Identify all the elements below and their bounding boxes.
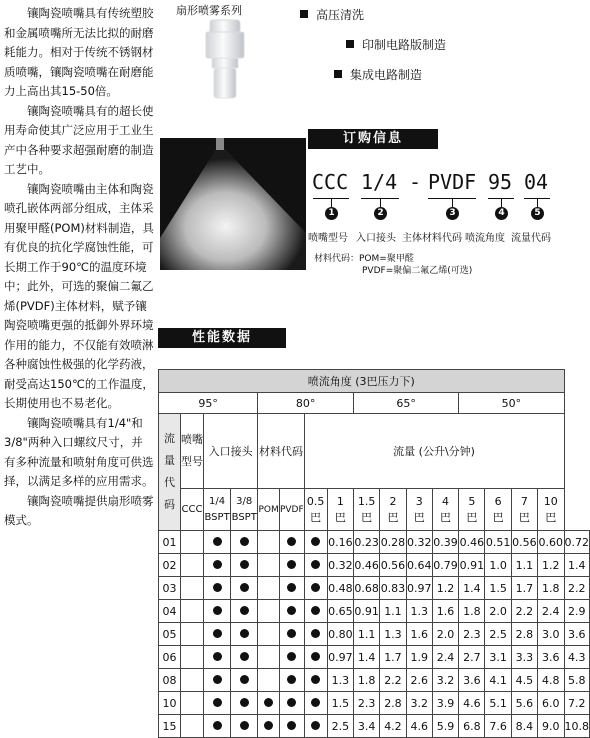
number-badge: 2 xyxy=(374,207,387,220)
availability-cell xyxy=(258,531,280,554)
bullet-square-icon xyxy=(334,70,342,78)
model-cell xyxy=(180,554,203,577)
available-dot-icon xyxy=(287,652,296,661)
flow-value-cell: 1.4 xyxy=(354,646,380,669)
flow-value-cell: 0.16 xyxy=(327,531,353,554)
flow-value-cell: 1.6 xyxy=(406,623,432,646)
flow-value-cell: 3.1 xyxy=(485,646,511,669)
flow-code-cell: 05 xyxy=(159,623,181,646)
flow-value-cell: 2.4 xyxy=(538,600,564,623)
model-cell xyxy=(180,577,203,600)
available-dot-icon xyxy=(240,721,249,730)
availability-cell xyxy=(204,669,231,692)
spray-angle-header: 喷流角度 (3巴压力下) xyxy=(159,370,565,393)
table-row xyxy=(159,554,590,577)
model-cell xyxy=(180,623,203,646)
availability-cell xyxy=(304,531,327,554)
material-header: 材料代码 xyxy=(258,414,304,489)
flow-value-cell: 0.72 xyxy=(564,531,590,554)
availability-cell xyxy=(204,623,231,646)
available-dot-icon xyxy=(287,721,296,730)
label-angle: 喷流角度 xyxy=(465,233,505,244)
flow-value-cell: 3.6 xyxy=(538,646,564,669)
flow-value-cell: 2.2 xyxy=(564,577,590,600)
leader-line xyxy=(537,199,538,207)
pressure-header: 10 巴 xyxy=(538,489,564,531)
available-dot-icon xyxy=(240,583,249,592)
flow-code-cell: 15 xyxy=(159,715,181,738)
availability-cell xyxy=(231,554,258,577)
available-dot-icon xyxy=(240,560,249,569)
availability-cell xyxy=(258,577,280,600)
pressure-header: 6 巴 xyxy=(485,489,511,531)
flow-value-cell: 1.5 xyxy=(485,577,511,600)
pressure-header: 1.5 巴 xyxy=(354,489,380,531)
availability-cell xyxy=(304,669,327,692)
table-row xyxy=(159,600,590,623)
flow-value-cell: 1.2 xyxy=(432,577,458,600)
available-dot-icon xyxy=(213,583,222,592)
bullet-square-icon xyxy=(300,10,308,18)
flow-value-cell: 0.28 xyxy=(380,531,406,554)
flow-value-cell: 0.56 xyxy=(380,554,406,577)
flow-value-cell: 1.8 xyxy=(538,577,564,600)
flow-value-cell: 1.8 xyxy=(354,669,380,692)
performance-rows xyxy=(159,531,590,738)
flow-value-cell: 4.8 xyxy=(538,669,564,692)
table-row xyxy=(159,646,590,669)
availability-cell xyxy=(258,669,280,692)
flow-value-cell: 3.2 xyxy=(432,669,458,692)
flow-value-cell: 4.6 xyxy=(459,692,485,715)
performance-table xyxy=(158,369,590,738)
code-inlet: 1/4 xyxy=(361,170,398,194)
flow-code-cell: 03 xyxy=(159,577,181,600)
pressure-header: 1 巴 xyxy=(327,489,353,531)
available-dot-icon xyxy=(213,652,222,661)
flow-value-cell: 1.6 xyxy=(432,600,458,623)
available-dot-icon xyxy=(311,721,320,730)
flow-value-cell: 2.0 xyxy=(432,623,458,646)
inlet-header: 入口接头 xyxy=(204,414,258,489)
nozzle-caption: 扇形喷雾系列 xyxy=(176,4,242,17)
application-item: 集成电路制造 xyxy=(334,66,422,83)
pressure-header: 7 巴 xyxy=(511,489,537,531)
available-dot-icon xyxy=(264,698,273,707)
flow-value-cell: 6.0 xyxy=(538,692,564,715)
availability-cell xyxy=(304,600,327,623)
flow-value-cell: 6.8 xyxy=(459,715,485,738)
availability-cell xyxy=(231,715,258,738)
available-dot-icon xyxy=(311,675,320,684)
flow-value-cell: 4.3 xyxy=(564,646,590,669)
flow-value-cell: 1.7 xyxy=(511,577,537,600)
label-model: 喷嘴型号 xyxy=(308,233,348,244)
flow-value-cell: 7.6 xyxy=(485,715,511,738)
available-dot-icon xyxy=(311,698,320,707)
availability-cell xyxy=(204,715,231,738)
material-note: PVDF=聚偏二氟乙烯(可选) xyxy=(362,266,473,276)
available-dot-icon xyxy=(311,652,320,661)
availability-cell xyxy=(304,577,327,600)
flow-value-cell: 1.9 xyxy=(406,646,432,669)
model-cell xyxy=(180,600,203,623)
availability-cell xyxy=(279,623,304,646)
flow-value-cell: 3.3 xyxy=(511,646,537,669)
availability-cell xyxy=(304,692,327,715)
available-dot-icon xyxy=(213,560,222,569)
flow-value-cell: 4.6 xyxy=(406,715,432,738)
flow-value-cell: 2.5 xyxy=(485,623,511,646)
table-row xyxy=(159,715,590,738)
model-cell xyxy=(180,692,203,715)
flow-value-cell: 1.2 xyxy=(538,554,564,577)
table-row xyxy=(159,531,590,554)
angle-95: 95° xyxy=(159,393,258,414)
available-dot-icon xyxy=(213,629,222,638)
paragraph-1: 镶陶瓷喷嘴具有传统塑胶和金属喷嘴所无法比拟的耐磨耗能力。相对于传统不锈钢材质喷嘴，镶陶瓷喷嘴在耐磨能力上高出其15-50倍。 xyxy=(4,6,154,98)
availability-cell xyxy=(231,646,258,669)
flow-code-cell: 08 xyxy=(159,669,181,692)
availability-cell xyxy=(279,600,304,623)
flow-value-cell: 2.2 xyxy=(511,600,537,623)
flow-value-cell: 5.6 xyxy=(511,692,537,715)
code-material: PVDF xyxy=(428,170,477,194)
flow-value-cell: 1.8 xyxy=(459,600,485,623)
leader-line xyxy=(331,199,332,207)
bullet-square-icon xyxy=(346,40,354,48)
availability-cell xyxy=(204,600,231,623)
pressure-header: 0.5 巴 xyxy=(304,489,327,531)
flow-value-cell: 2.3 xyxy=(354,692,380,715)
flow-value-cell: 1.3 xyxy=(406,600,432,623)
material-note: 材料代码：POM=聚甲醛 xyxy=(314,254,414,264)
material-pom: POM xyxy=(258,489,280,531)
model-cell xyxy=(180,669,203,692)
flow-value-cell: 1.3 xyxy=(380,623,406,646)
flow-value-cell: 1.4 xyxy=(459,577,485,600)
available-dot-icon xyxy=(311,537,320,546)
available-dot-icon xyxy=(287,560,296,569)
model-cell xyxy=(180,646,203,669)
flow-value-cell: 3.6 xyxy=(459,669,485,692)
pressure-header: 3 巴 xyxy=(406,489,432,531)
flow-value-cell: 1.4 xyxy=(564,554,590,577)
available-dot-icon xyxy=(213,606,222,615)
flow-value-cell: 4.5 xyxy=(511,669,537,692)
availability-cell xyxy=(304,715,327,738)
flow-value-cell: 0.23 xyxy=(354,531,380,554)
availability-cell xyxy=(258,600,280,623)
availability-cell xyxy=(258,554,280,577)
flow-value-cell: 1.7 xyxy=(380,646,406,669)
flow-code-cell: 01 xyxy=(159,531,181,554)
availability-cell xyxy=(279,646,304,669)
availability-cell xyxy=(231,623,258,646)
flow-value-cell: 1.1 xyxy=(380,600,406,623)
leader-line xyxy=(501,199,502,207)
available-dot-icon xyxy=(240,675,249,684)
flow-value-cell: 3.4 xyxy=(354,715,380,738)
number-badge: 3 xyxy=(446,207,459,220)
flow-value-cell: 2.7 xyxy=(459,646,485,669)
inlet-three-eighth: 3/8 BSPT xyxy=(231,489,258,531)
availability-cell xyxy=(279,692,304,715)
availability-cell xyxy=(231,600,258,623)
code-flow: 04 xyxy=(524,170,549,194)
flow-value-cell: 5.1 xyxy=(485,692,511,715)
flow-value-cell: 7.2 xyxy=(564,692,590,715)
flow-value-cell: 2.3 xyxy=(459,623,485,646)
nozzle-photo xyxy=(196,18,254,100)
angle-80: 80° xyxy=(258,393,354,414)
availability-cell xyxy=(204,646,231,669)
spray-photo xyxy=(160,138,306,270)
available-dot-icon xyxy=(240,652,249,661)
flow-code-cell: 02 xyxy=(159,554,181,577)
number-badge: 4 xyxy=(495,207,508,220)
table-row xyxy=(159,623,590,646)
flow-value-cell: 0.32 xyxy=(327,554,353,577)
flow-code-cell: 04 xyxy=(159,600,181,623)
available-dot-icon xyxy=(213,698,222,707)
flow-value-cell: 5.9 xyxy=(432,715,458,738)
performance-title: 性能数据 xyxy=(158,328,286,348)
table-row xyxy=(159,577,590,600)
flow-value-cell: 0.64 xyxy=(406,554,432,577)
available-dot-icon xyxy=(240,629,249,638)
flow-value-cell: 0.65 xyxy=(327,600,353,623)
flow-value-cell: 0.46 xyxy=(354,554,380,577)
flow-value-cell: 10.8 xyxy=(564,715,590,738)
availability-cell xyxy=(231,692,258,715)
flow-value-cell: 1.1 xyxy=(354,623,380,646)
availability-cell xyxy=(231,531,258,554)
availability-cell xyxy=(304,554,327,577)
flow-value-cell: 5.8 xyxy=(564,669,590,692)
availability-cell xyxy=(204,554,231,577)
flow-value-cell: 0.32 xyxy=(406,531,432,554)
availability-cell xyxy=(258,646,280,669)
flow-value-cell: 2.8 xyxy=(380,692,406,715)
paragraph-2: 镶陶瓷喷嘴具有的超长使用寿命使其广泛应用于工业生产中各种要求超强耐磨的制造工艺中。 xyxy=(4,103,154,176)
flow-value-cell: 0.97 xyxy=(327,646,353,669)
available-dot-icon xyxy=(311,583,320,592)
flow-code-header: 流量代码 xyxy=(159,414,181,531)
flow-value-cell: 1.5 xyxy=(327,692,353,715)
available-dot-icon xyxy=(287,629,296,638)
flow-value-cell: 0.79 xyxy=(432,554,458,577)
flow-value-cell: 3.6 xyxy=(564,623,590,646)
flow-value-cell: 9.0 xyxy=(538,715,564,738)
order-info-title: 订购信息 xyxy=(308,129,438,149)
description-column xyxy=(4,4,154,531)
flow-value-cell: 0.56 xyxy=(511,531,537,554)
flow-value-cell: 2.5 xyxy=(327,715,353,738)
model-ccc: CCC xyxy=(180,489,203,531)
availability-cell xyxy=(304,646,327,669)
flow-value-cell: 0.83 xyxy=(380,577,406,600)
pressure-header: 5 巴 xyxy=(459,489,485,531)
available-dot-icon xyxy=(287,606,296,615)
availability-cell xyxy=(231,669,258,692)
available-dot-icon xyxy=(240,537,249,546)
flow-value-cell: 0.91 xyxy=(354,600,380,623)
flow-value-cell: 2.0 xyxy=(485,600,511,623)
available-dot-icon xyxy=(264,721,273,730)
available-dot-icon xyxy=(311,560,320,569)
application-item: 高压清洗 xyxy=(300,6,364,23)
leader-line xyxy=(452,199,453,207)
paragraph-4: 镶陶瓷喷嘴具有1/4"和3/8"两种入口螺纹尺寸，并有多种流量和喷射角度可供选择，以满足多样的应用需求。 xyxy=(4,415,154,488)
application-item: 印制电路版制造 xyxy=(346,36,446,53)
available-dot-icon xyxy=(287,698,296,707)
table-row xyxy=(159,692,590,715)
flow-value-cell: 0.51 xyxy=(485,531,511,554)
available-dot-icon xyxy=(213,721,222,730)
label-inlet: 入口接头 xyxy=(356,233,396,244)
flow-value-cell: 4.2 xyxy=(380,715,406,738)
available-dot-icon xyxy=(311,606,320,615)
leader-line xyxy=(380,199,381,207)
flow-value-cell: 0.46 xyxy=(459,531,485,554)
availability-cell xyxy=(279,715,304,738)
flow-value-cell: 3.9 xyxy=(432,692,458,715)
flow-value-cell: 3.0 xyxy=(538,623,564,646)
code-model: CCC xyxy=(312,170,349,194)
availability-cell xyxy=(279,669,304,692)
flow-value-cell: 2.4 xyxy=(432,646,458,669)
flow-value-cell: 2.8 xyxy=(511,623,537,646)
availability-cell xyxy=(258,715,280,738)
angle-50: 50° xyxy=(459,393,564,414)
flow-value-cell: 2.2 xyxy=(380,669,406,692)
paragraph-5: 镶陶瓷喷嘴提供扇形喷雾模式。 xyxy=(4,493,154,527)
flow-value-cell: 0.91 xyxy=(459,554,485,577)
material-pvdf: PVDF xyxy=(279,489,304,531)
available-dot-icon xyxy=(311,629,320,638)
availability-cell xyxy=(231,577,258,600)
flow-code-cell: 10 xyxy=(159,692,181,715)
availability-cell xyxy=(258,692,280,715)
availability-cell xyxy=(304,623,327,646)
flow-value-cell: 0.60 xyxy=(538,531,564,554)
flow-value-cell: 8.4 xyxy=(511,715,537,738)
available-dot-icon xyxy=(213,537,222,546)
flow-value-cell: 1.3 xyxy=(327,669,353,692)
number-badge: 5 xyxy=(531,207,544,220)
flow-value-cell: 0.39 xyxy=(432,531,458,554)
flow-value-cell: 0.48 xyxy=(327,577,353,600)
flow-value-cell: 1.0 xyxy=(485,554,511,577)
availability-cell xyxy=(258,623,280,646)
availability-cell xyxy=(279,531,304,554)
flow-value-cell: 0.97 xyxy=(406,577,432,600)
label-flow: 流量代码 xyxy=(511,233,551,244)
flow-value-cell: 4.1 xyxy=(485,669,511,692)
code-angle: 95 xyxy=(488,170,513,194)
available-dot-icon xyxy=(287,537,296,546)
availability-cell xyxy=(204,531,231,554)
angle-65: 65° xyxy=(354,393,459,414)
flow-value-cell: 3.2 xyxy=(406,692,432,715)
model-cell xyxy=(180,531,203,554)
availability-cell xyxy=(279,554,304,577)
availability-cell xyxy=(279,577,304,600)
flow-value-cell: 2.6 xyxy=(406,669,432,692)
flow-value-cell: 0.80 xyxy=(327,623,353,646)
paragraph-3: 镶陶瓷喷嘴由主体和陶瓷喷孔嵌体两部分组成，主体采用聚甲醛(POM)材料制造，具有优良的抗化学腐蚀性能，可长期工作于90℃的温度环境中；此外，可选的聚偏二氟乙烯(PVDF)主体材料，赋予镶陶瓷喷嘴更强的抵御外界环境作用的能力，不仅能有效喷淋各种腐蚀性极强的化学药液，耐受高达150℃的工作温度，长期使用也不易老化。 xyxy=(4,181,154,410)
flow-code-cell: 06 xyxy=(159,646,181,669)
flow-header: 流量 (公升\分钟) xyxy=(304,414,564,489)
availability-cell xyxy=(204,577,231,600)
flow-value-cell: 1.1 xyxy=(511,554,537,577)
available-dot-icon xyxy=(213,675,222,684)
flow-value-cell: 2.9 xyxy=(564,600,590,623)
code-dash: - xyxy=(409,170,422,194)
pressure-header: 4 巴 xyxy=(432,489,458,531)
available-dot-icon xyxy=(240,698,249,707)
table-row xyxy=(159,669,590,692)
available-dot-icon xyxy=(240,606,249,615)
number-badge: 1 xyxy=(325,207,338,220)
model-cell xyxy=(180,715,203,738)
pressure-header: 2 巴 xyxy=(380,489,406,531)
model-header: 喷嘴型号 xyxy=(180,414,203,489)
inlet-quarter: 1/4 BSPT xyxy=(204,489,231,531)
available-dot-icon xyxy=(287,675,296,684)
availability-cell xyxy=(204,692,231,715)
flow-value-cell: 0.68 xyxy=(354,577,380,600)
label-material: 主体材料代码 xyxy=(402,233,462,244)
available-dot-icon xyxy=(287,583,296,592)
